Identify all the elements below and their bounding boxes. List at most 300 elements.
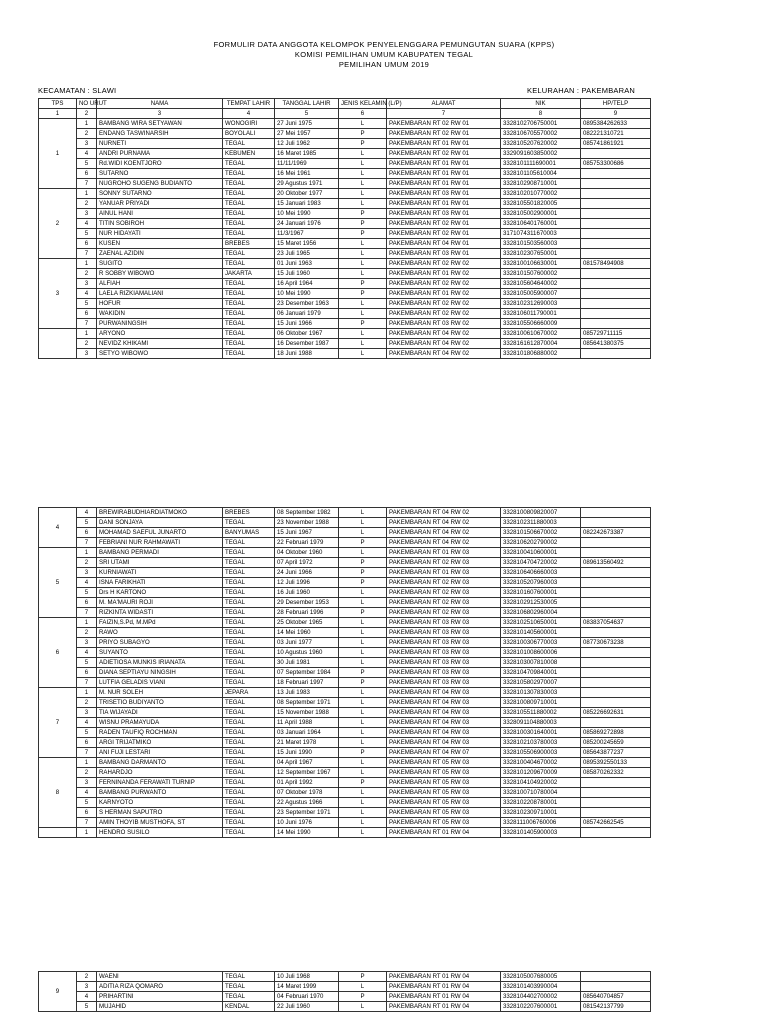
- tanggal-lahir-cell: 22 Februari 1979: [275, 538, 339, 548]
- table-row: [39, 728, 651, 738]
- tps-cell: 1: [39, 119, 77, 189]
- column-header-row: [39, 99, 651, 109]
- alamat-cell: PAKEMBARAN RT 02 RW 02: [387, 309, 501, 319]
- jenis-kelamin-cell: L: [339, 189, 387, 199]
- nama-cell: NUGROHO SUGENG BUDIANTO: [97, 179, 223, 189]
- jenis-kelamin-cell: P: [339, 558, 387, 568]
- no-urut-cell: 1: [77, 259, 97, 269]
- tempat-lahir-cell: TEGAL: [223, 558, 275, 568]
- nik-cell: 3328102207600001: [501, 1002, 581, 1012]
- table-row: [39, 279, 651, 289]
- tanggal-lahir-cell: 16 Mei 1961: [275, 169, 339, 179]
- hp-telp-cell: [581, 828, 651, 838]
- nama-cell: BAMBANG PURWANTO: [97, 788, 223, 798]
- tps-cell: 6: [39, 618, 77, 688]
- jenis-kelamin-cell: P: [339, 778, 387, 788]
- column-number: 1: [39, 109, 77, 119]
- alamat-cell: PAKEMBARAN RT 04 RW 03: [387, 738, 501, 748]
- table-row: [39, 179, 651, 189]
- tempat-lahir-cell: TEGAL: [223, 598, 275, 608]
- jenis-kelamin-cell: L: [339, 758, 387, 768]
- alamat-cell: PAKEMBARAN RT 01 RW 02: [387, 289, 501, 299]
- tanggal-lahir-cell: 15 Januari 1983: [275, 199, 339, 209]
- alamat-cell: PAKEMBARAN RT 01 RW 04: [387, 972, 501, 982]
- table-row: [39, 982, 651, 992]
- table-row: [39, 818, 651, 828]
- hp-telp-cell: 085640704857: [581, 992, 651, 1002]
- no-urut-cell: 2: [77, 972, 97, 982]
- jenis-kelamin-cell: L: [339, 329, 387, 339]
- alamat-cell: PAKEMBARAN RT 02 RW 02: [387, 279, 501, 289]
- no-urut-cell: 1: [77, 329, 97, 339]
- table-row: [39, 768, 651, 778]
- tps-cell: [39, 329, 77, 359]
- no-urut-cell: 6: [77, 738, 97, 748]
- nama-cell: ZAENAL AZIDIN: [97, 249, 223, 259]
- no-urut-cell: 7: [77, 748, 97, 758]
- tempat-lahir-cell: TEGAL: [223, 828, 275, 838]
- table-row: [39, 828, 651, 838]
- jenis-kelamin-cell: L: [339, 508, 387, 518]
- nama-cell: KUSEN: [97, 239, 223, 249]
- column-header: NAMA: [97, 99, 223, 109]
- title-line-1: FORMULIR DATA ANGGOTA KELOMPOK PENYELENGGARA PEMUNGUTAN SUARA (KPPS): [213, 40, 555, 49]
- jenis-kelamin-cell: L: [339, 259, 387, 269]
- tempat-lahir-cell: TEGAL: [223, 159, 275, 169]
- alamat-cell: PAKEMBARAN RT 03 RW 03: [387, 678, 501, 688]
- hp-telp-cell: 089613560492: [581, 558, 651, 568]
- nik-cell: 3328100301640001: [501, 728, 581, 738]
- alamat-cell: PAKEMBARAN RT 05 RW 03: [387, 778, 501, 788]
- tempat-lahir-cell: TEGAL: [223, 608, 275, 618]
- tps-cell: 2: [39, 189, 77, 259]
- jenis-kelamin-cell: L: [339, 349, 387, 359]
- table-row: [39, 249, 651, 259]
- no-urut-cell: 2: [77, 628, 97, 638]
- nama-cell: SUTARNO: [97, 169, 223, 179]
- no-urut-cell: 4: [77, 219, 97, 229]
- no-urut-cell: 5: [77, 1002, 97, 1012]
- nama-cell: ADITIA RIZA QOMARO: [97, 982, 223, 992]
- tempat-lahir-cell: TEGAL: [223, 299, 275, 309]
- tempat-lahir-cell: TEGAL: [223, 578, 275, 588]
- jenis-kelamin-cell: L: [339, 698, 387, 708]
- tanggal-lahir-cell: 10 Agustus 1960: [275, 648, 339, 658]
- table-row: [39, 209, 651, 219]
- table-row: [39, 518, 651, 528]
- tempat-lahir-cell: TEGAL: [223, 189, 275, 199]
- no-urut-cell: 1: [77, 119, 97, 129]
- tanggal-lahir-cell: 07 September 1984: [275, 668, 339, 678]
- tanggal-lahir-cell: 11/3/1967: [275, 229, 339, 239]
- no-urut-cell: 4: [77, 648, 97, 658]
- no-urut-cell: 5: [77, 299, 97, 309]
- table-row: [39, 309, 651, 319]
- no-urut-cell: 6: [77, 808, 97, 818]
- no-urut-cell: 4: [77, 718, 97, 728]
- table-row: [39, 319, 651, 329]
- no-urut-cell: 2: [77, 339, 97, 349]
- nama-cell: M. NUR SOLEH: [97, 688, 223, 698]
- column-header: JENIS KELAMIN (L/P): [339, 99, 387, 109]
- jenis-kelamin-cell: P: [339, 678, 387, 688]
- tempat-lahir-cell: TEGAL: [223, 199, 275, 209]
- alamat-cell: PAKEMBARAN RT 05 RW 03: [387, 788, 501, 798]
- jenis-kelamin-cell: P: [339, 668, 387, 678]
- tempat-lahir-cell: TEGAL: [223, 638, 275, 648]
- jenis-kelamin-cell: L: [339, 708, 387, 718]
- tempat-lahir-cell: BANYUMAS: [223, 528, 275, 538]
- no-urut-cell: 3: [77, 638, 97, 648]
- tps-cell: [39, 828, 77, 838]
- table-row: [39, 1002, 651, 1012]
- tempat-lahir-cell: TEGAL: [223, 538, 275, 548]
- table-row: [39, 738, 651, 748]
- tempat-lahir-cell: TEGAL: [223, 808, 275, 818]
- table-row: [39, 349, 651, 359]
- table-row: [39, 628, 651, 638]
- alamat-cell: PAKEMBARAN RT 01 RW 04: [387, 1002, 501, 1012]
- table-row: [39, 269, 651, 279]
- nik-cell: 3328105207960003: [501, 578, 581, 588]
- nama-cell: SRI UTAMI: [97, 558, 223, 568]
- table-row: [39, 648, 651, 658]
- jenis-kelamin-cell: L: [339, 1002, 387, 1012]
- no-urut-cell: 3: [77, 568, 97, 578]
- jenis-kelamin-cell: L: [339, 548, 387, 558]
- tempat-lahir-cell: TEGAL: [223, 768, 275, 778]
- nama-cell: KARNYOTO: [97, 798, 223, 808]
- tempat-lahir-cell: TEGAL: [223, 289, 275, 299]
- tanggal-lahir-cell: 23 Desember 1963: [275, 299, 339, 309]
- hp-telp-cell: [581, 189, 651, 199]
- table-row: [39, 139, 651, 149]
- nama-cell: LUTFIA GELADIS VIANI: [97, 678, 223, 688]
- no-urut-cell: 1: [77, 618, 97, 628]
- hp-telp-cell: 082242673387: [581, 528, 651, 538]
- tanggal-lahir-cell: 10 Mei 1990: [275, 289, 339, 299]
- table-row: [39, 189, 651, 199]
- nik-cell: 3328104709840001: [501, 668, 581, 678]
- tanggal-lahir-cell: 12 Juli 1962: [275, 139, 339, 149]
- jenis-kelamin-cell: P: [339, 972, 387, 982]
- tanggal-lahir-cell: 06 Januari 1979: [275, 309, 339, 319]
- nik-cell: 3328101503560003: [501, 239, 581, 249]
- nama-cell: BAMBANG PERMADI: [97, 548, 223, 558]
- nik-cell: 3328101506670002: [501, 528, 581, 538]
- nik-cell: 3328106406660003: [501, 568, 581, 578]
- no-urut-cell: 5: [77, 728, 97, 738]
- nama-cell: SUGITO: [97, 259, 223, 269]
- nik-cell: 3328100809710001: [501, 698, 581, 708]
- jenis-kelamin-cell: L: [339, 159, 387, 169]
- title-line-3: PEMILIHAN UMUM 2019: [338, 60, 430, 69]
- no-urut-cell: 3: [77, 778, 97, 788]
- table-row: [39, 678, 651, 688]
- hp-telp-cell: [581, 982, 651, 992]
- jenis-kelamin-cell: L: [339, 249, 387, 259]
- alamat-cell: PAKEMBARAN RT 04 RW 03: [387, 728, 501, 738]
- hp-telp-cell: [581, 309, 651, 319]
- no-urut-cell: 1: [77, 189, 97, 199]
- nik-cell: 3328102908710001: [501, 179, 581, 189]
- column-number: 2: [77, 109, 97, 119]
- jenis-kelamin-cell: L: [339, 718, 387, 728]
- table-row: [39, 788, 651, 798]
- tanggal-lahir-cell: 14 Maret 1999: [275, 982, 339, 992]
- jenis-kelamin-cell: L: [339, 648, 387, 658]
- jenis-kelamin-cell: L: [339, 638, 387, 648]
- nama-cell: SETYO WIBOWO: [97, 349, 223, 359]
- table-row: [39, 239, 651, 249]
- table-row: [39, 748, 651, 758]
- tempat-lahir-cell: TEGAL: [223, 698, 275, 708]
- tanggal-lahir-cell: 22 Agustus 1966: [275, 798, 339, 808]
- nama-cell: MOHAMAD SAEFUL JUNARTO: [97, 528, 223, 538]
- no-urut-cell: 6: [77, 169, 97, 179]
- alamat-cell: PAKEMBARAN RT 04 RW 03: [387, 718, 501, 728]
- tanggal-lahir-cell: 07 Oktober 1978: [275, 788, 339, 798]
- hp-telp-cell: 087730673238: [581, 638, 651, 648]
- nama-cell: ADIETIOSA MUNKIS IRIANATA: [97, 658, 223, 668]
- jenis-kelamin-cell: L: [339, 149, 387, 159]
- jenis-kelamin-cell: L: [339, 598, 387, 608]
- table-row: [39, 528, 651, 538]
- tanggal-lahir-cell: 14 Mei 1990: [275, 828, 339, 838]
- tempat-lahir-cell: JAKARTA: [223, 269, 275, 279]
- alamat-cell: PAKEMBARAN RT 02 RW 03: [387, 558, 501, 568]
- hp-telp-cell: [581, 648, 651, 658]
- no-urut-cell: 6: [77, 598, 97, 608]
- tps-cell: 5: [39, 548, 77, 618]
- nik-cell: 3171074311670003: [501, 229, 581, 239]
- tempat-lahir-cell: TEGAL: [223, 992, 275, 1002]
- nama-cell: DIANA SEPTIAYU NINGSIH: [97, 668, 223, 678]
- nik-cell: 3328100809820007: [501, 508, 581, 518]
- no-urut-cell: 2: [77, 269, 97, 279]
- alamat-cell: PAKEMBARAN RT 04 RW 02: [387, 508, 501, 518]
- nik-cell: 3328101307830003: [501, 688, 581, 698]
- jenis-kelamin-cell: L: [339, 199, 387, 209]
- tanggal-lahir-cell: 01 April 1992: [275, 778, 339, 788]
- tanggal-lahir-cell: 29 Agustus 1971: [275, 179, 339, 189]
- tempat-lahir-cell: TEGAL: [223, 778, 275, 788]
- no-urut-cell: 6: [77, 309, 97, 319]
- table-row: [39, 598, 651, 608]
- no-urut-cell: 5: [77, 518, 97, 528]
- alamat-cell: PAKEMBARAN RT 04 RW 03: [387, 708, 501, 718]
- jenis-kelamin-cell: P: [339, 608, 387, 618]
- tempat-lahir-cell: TEGAL: [223, 748, 275, 758]
- column-number-row: [39, 109, 651, 119]
- tanggal-lahir-cell: 03 Juni 1977: [275, 638, 339, 648]
- jenis-kelamin-cell: L: [339, 179, 387, 189]
- no-urut-cell: 4: [77, 992, 97, 1002]
- alamat-cell: PAKEMBARAN RT 02 RW 01: [387, 229, 501, 239]
- alamat-cell: PAKEMBARAN RT 04 RW 01: [387, 239, 501, 249]
- hp-telp-cell: [581, 628, 651, 638]
- tempat-lahir-cell: TEGAL: [223, 588, 275, 598]
- nik-cell: 3328100404670002: [501, 758, 581, 768]
- nik-cell: 3328105002900001: [501, 209, 581, 219]
- alamat-cell: PAKEMBARAN RT 02 RW 02: [387, 259, 501, 269]
- nama-cell: YANUAR PRIYADI: [97, 199, 223, 209]
- nik-cell: 3328102307650001: [501, 249, 581, 259]
- alamat-cell: PAKEMBARAN RT 04 RW 02: [387, 349, 501, 359]
- tanggal-lahir-cell: 15 Juni 1966: [275, 319, 339, 329]
- nik-cell: 3328105802970007: [501, 678, 581, 688]
- nik-cell: 3328106202790002: [501, 538, 581, 548]
- table-row: [39, 508, 651, 518]
- nama-cell: AMIN THOYIB MUSTHOFA, ST: [97, 818, 223, 828]
- hp-telp-cell: [581, 269, 651, 279]
- jenis-kelamin-cell: P: [339, 568, 387, 578]
- hp-telp-cell: [581, 568, 651, 578]
- nik-cell: 3328101607600001: [501, 588, 581, 598]
- tanggal-lahir-cell: 15 Juni 1990: [275, 748, 339, 758]
- column-header: TANGGAL LAHIR: [275, 99, 339, 109]
- table-row: [39, 578, 651, 588]
- nama-cell: BAMBANG WIRA SETYAWAN: [97, 119, 223, 129]
- tanggal-lahir-cell: 03 Januari 1964: [275, 728, 339, 738]
- tanggal-lahir-cell: 04 Februari 1970: [275, 992, 339, 1002]
- no-urut-cell: 2: [77, 768, 97, 778]
- jenis-kelamin-cell: L: [339, 982, 387, 992]
- nik-cell: 3328106401760001: [501, 219, 581, 229]
- tanggal-lahir-cell: 18 Juni 1988: [275, 349, 339, 359]
- column-header: TPS: [39, 99, 77, 109]
- column-number: 5: [275, 109, 339, 119]
- alamat-cell: PAKEMBARAN RT 02 RW 03: [387, 588, 501, 598]
- tempat-lahir-cell: TEGAL: [223, 718, 275, 728]
- tempat-lahir-cell: TEGAL: [223, 319, 275, 329]
- hp-telp-cell: [581, 508, 651, 518]
- column-header: ALAMAT: [387, 99, 501, 109]
- tanggal-lahir-cell: 15 Juni 1967: [275, 528, 339, 538]
- hp-telp-cell: [581, 668, 651, 678]
- hp-telp-cell: [581, 578, 651, 588]
- tanggal-lahir-cell: 01 Juni 1963: [275, 259, 339, 269]
- tps-cell: 4: [39, 508, 77, 548]
- tanggal-lahir-cell: 27 Juni 1975: [275, 119, 339, 129]
- no-urut-cell: 4: [77, 578, 97, 588]
- jenis-kelamin-cell: L: [339, 169, 387, 179]
- hp-telp-cell: [581, 289, 651, 299]
- no-urut-cell: 5: [77, 798, 97, 808]
- table-row: [39, 289, 651, 299]
- nik-cell: 3328105506660009: [501, 319, 581, 329]
- jenis-kelamin-cell: P: [339, 129, 387, 139]
- no-urut-cell: 7: [77, 538, 97, 548]
- no-urut-cell: 3: [77, 349, 97, 359]
- jenis-kelamin-cell: P: [339, 139, 387, 149]
- tempat-lahir-cell: TEGAL: [223, 249, 275, 259]
- nama-cell: M. MA'MAURI ROJI: [97, 598, 223, 608]
- no-urut-cell: 3: [77, 209, 97, 219]
- tanggal-lahir-cell: 16 Desember 1987: [275, 339, 339, 349]
- nik-cell: 3328102103780003: [501, 738, 581, 748]
- nama-cell: PRIYO SUBAGYO: [97, 638, 223, 648]
- nik-cell: 3328100610670002: [501, 329, 581, 339]
- alamat-cell: PAKEMBARAN RT 03 RW 01: [387, 189, 501, 199]
- nama-cell: HENDRO SUSILO: [97, 828, 223, 838]
- tempat-lahir-cell: TEGAL: [223, 169, 275, 179]
- column-number: 8: [501, 109, 581, 119]
- nama-cell: RAHARDJO: [97, 768, 223, 778]
- nik-cell: 3328100410600001: [501, 548, 581, 558]
- hp-telp-cell: [581, 808, 651, 818]
- nama-cell: ARYONO: [97, 329, 223, 339]
- alamat-cell: PAKEMBARAN RT 04 RW 07: [387, 748, 501, 758]
- jenis-kelamin-cell: L: [339, 688, 387, 698]
- alamat-cell: PAKEMBARAN RT 01 RW 01: [387, 199, 501, 209]
- nama-cell: TRISETIO BUDIYANTO: [97, 698, 223, 708]
- alamat-cell: PAKEMBARAN RT 02 RW 03: [387, 608, 501, 618]
- no-urut-cell: 4: [77, 508, 97, 518]
- tanggal-lahir-cell: 27 Mei 1957: [275, 129, 339, 139]
- tanggal-lahir-cell: 23 Juli 1965: [275, 249, 339, 259]
- tanggal-lahir-cell: 23 September 1971: [275, 808, 339, 818]
- hp-telp-cell: [581, 548, 651, 558]
- alamat-cell: PAKEMBARAN RT 02 RW 01: [387, 129, 501, 139]
- jenis-kelamin-cell: L: [339, 628, 387, 638]
- tanggal-lahir-cell: 06 Oktober 1967: [275, 329, 339, 339]
- hp-telp-cell: [581, 349, 651, 359]
- no-urut-cell: 7: [77, 179, 97, 189]
- alamat-cell: PAKEMBARAN RT 03 RW 01: [387, 249, 501, 259]
- nama-cell: FAIZIN,S.Pd, M.MPd: [97, 618, 223, 628]
- column-number: 9: [581, 109, 651, 119]
- no-urut-cell: 3: [77, 139, 97, 149]
- hp-telp-cell: 085729711115: [581, 329, 651, 339]
- nama-cell: PRIHARTINI: [97, 992, 223, 1002]
- nama-cell: LAELA RIZKIAMALIANI: [97, 289, 223, 299]
- tempat-lahir-cell: KENDAL: [223, 1002, 275, 1012]
- hp-telp-cell: 081542137799: [581, 1002, 651, 1012]
- alamat-cell: PAKEMBARAN RT 03 RW 03: [387, 658, 501, 668]
- tempat-lahir-cell: TEGAL: [223, 982, 275, 992]
- hp-telp-cell: [581, 229, 651, 239]
- alamat-cell: PAKEMBARAN RT 02 RW 03: [387, 578, 501, 588]
- table-row: [39, 618, 651, 628]
- document-header: [0, 40, 768, 70]
- alamat-cell: PAKEMBARAN RT 01 RW 01: [387, 179, 501, 189]
- tempat-lahir-cell: TEGAL: [223, 658, 275, 668]
- table-row: [39, 668, 651, 678]
- no-urut-cell: 6: [77, 528, 97, 538]
- no-urut-cell: 7: [77, 249, 97, 259]
- tanggal-lahir-cell: 12 Juli 1996: [275, 578, 339, 588]
- table-row: [39, 638, 651, 648]
- nik-cell: 3328111006760006: [501, 818, 581, 828]
- hp-telp-cell: [581, 299, 651, 309]
- tempat-lahir-cell: WONOGIRI: [223, 119, 275, 129]
- tanggal-lahir-cell: 08 September 1982: [275, 508, 339, 518]
- jenis-kelamin-cell: P: [339, 538, 387, 548]
- jenis-kelamin-cell: L: [339, 658, 387, 668]
- alamat-cell: PAKEMBARAN RT 02 RW 02: [387, 299, 501, 309]
- jenis-kelamin-cell: P: [339, 279, 387, 289]
- nama-cell: Rd.WIDI KOENTJORO: [97, 159, 223, 169]
- no-urut-cell: 1: [77, 548, 97, 558]
- nik-cell: 3328105501820005: [501, 199, 581, 209]
- nama-cell: ANI FUJI LESTARI: [97, 748, 223, 758]
- tanggal-lahir-cell: 30 Juli 1981: [275, 658, 339, 668]
- alamat-cell: PAKEMBARAN RT 04 RW 02: [387, 528, 501, 538]
- jenis-kelamin-cell: L: [339, 788, 387, 798]
- tempat-lahir-cell: TEGAL: [223, 668, 275, 678]
- nik-cell: 3328101405600001: [501, 628, 581, 638]
